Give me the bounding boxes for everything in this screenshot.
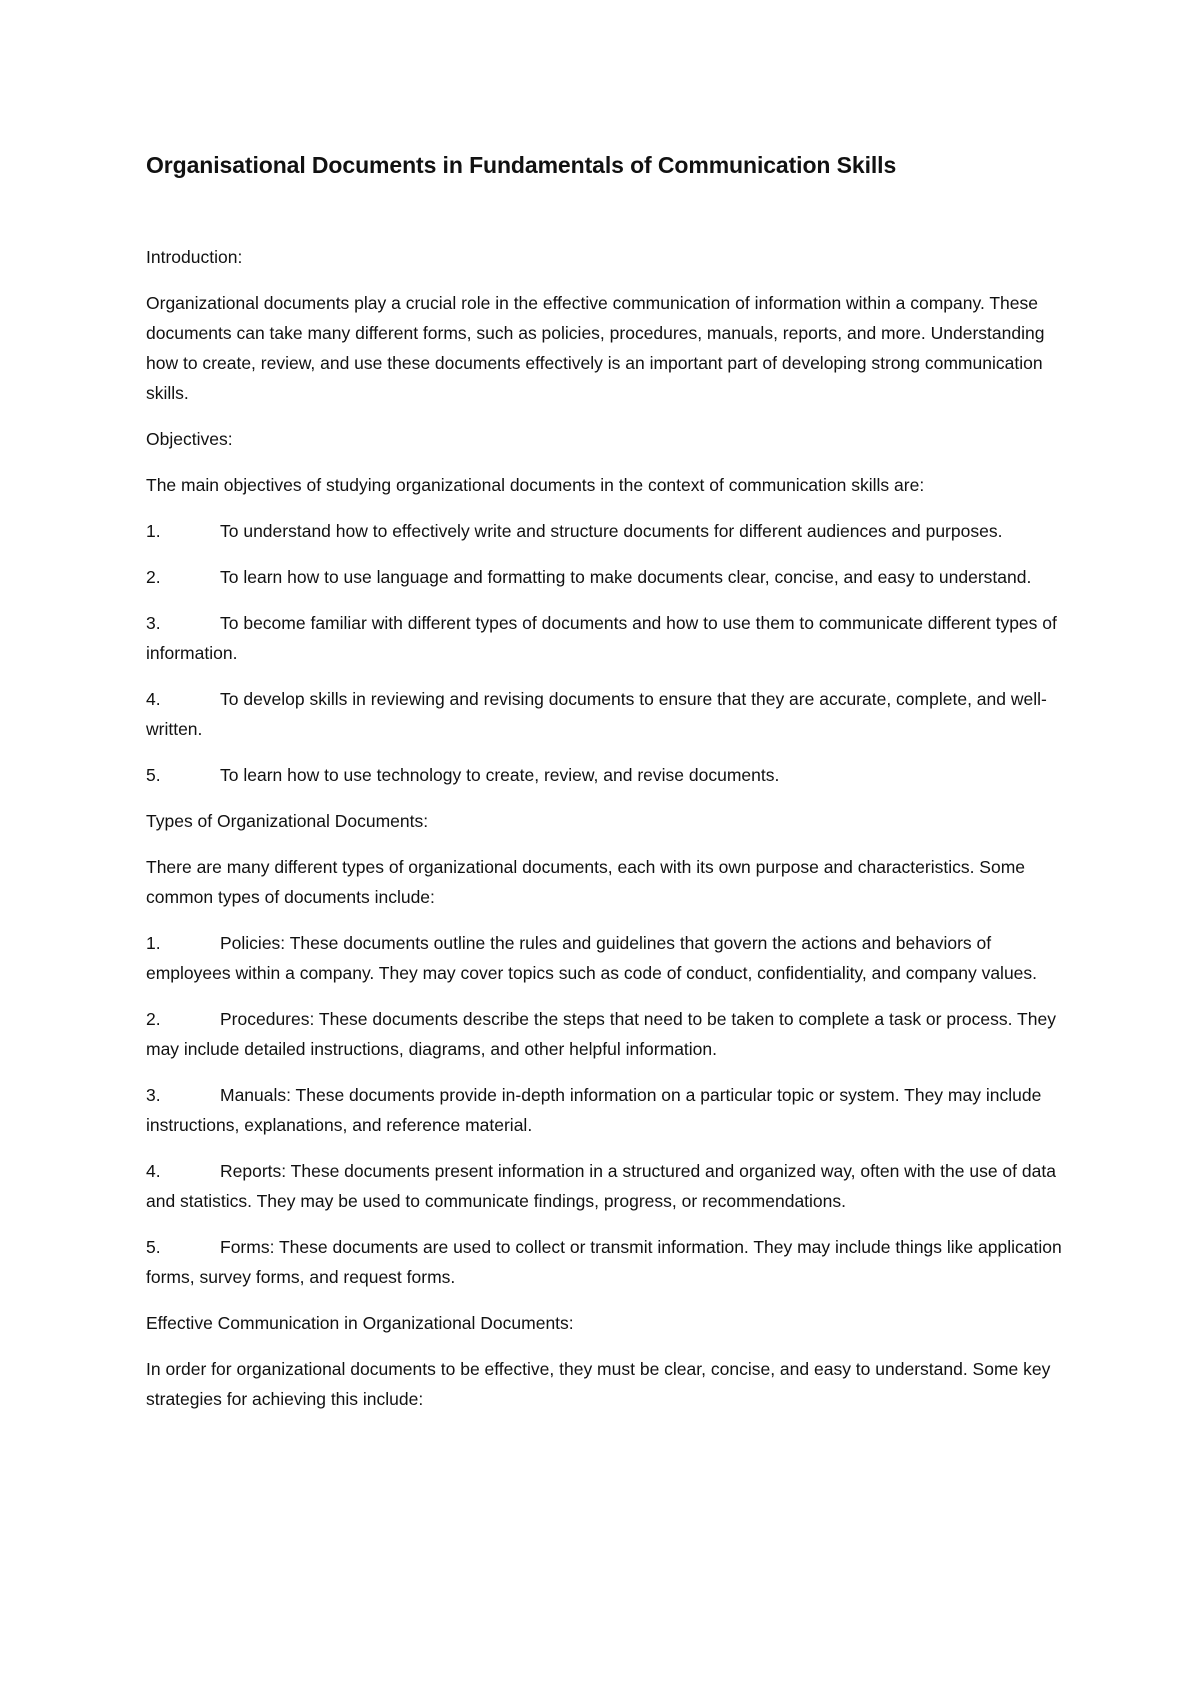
type-item [146,1156,1066,1216]
type-text: Manuals: These documents provide in-depth information on a particular topic or system. They may include instructions, explanations, and reference material. [146,1085,1042,1135]
type-item [146,928,1066,988]
objective-item [146,608,1066,668]
objective-text: To become familiar with different types of documents and how to use them to communicate different types of information. [146,613,1057,663]
type-number: 5. [146,1237,161,1257]
objective-item [146,684,1066,744]
objectives-lead: The main objectives of studying organizational documents in the context of communication skills are: [146,475,925,495]
objective-number: 3. [146,613,161,633]
objective-item [146,516,1066,546]
type-number: 2. [146,1009,161,1029]
type-number: 4. [146,1161,161,1181]
type-number: 3. [146,1085,161,1105]
objectives-heading: Objectives: [146,429,233,449]
objective-text: To understand how to effectively write and structure documents for different audiences and purposes. [220,521,1003,541]
type-number: 1. [146,933,161,953]
effective-lead: In order for organizational documents to be effective, they must be clear, concise, and easy to understand. Some key strategies for achieving this include: [146,1359,1051,1409]
types-heading: Types of Organizational Documents: [146,811,429,831]
type-text: Forms: These documents are used to collect or transmit information. They may include things like application forms, survey forms, and request forms. [146,1237,1062,1287]
type-text: Policies: These documents outline the rules and guidelines that govern the actions and behaviors of employees within a company. They may cover topics such as code of conduct, confidentiality, and company values. [146,933,1038,983]
objective-item [146,760,1066,790]
type-text: Procedures: These documents describe the steps that need to be taken to complete a task or process. They may include detailed instructions, diagrams, and other helpful information. [146,1009,1056,1059]
type-item [146,1232,1066,1292]
objective-number: 2. [146,567,161,587]
objective-text: To learn how to use language and formatting to make documents clear, concise, and easy to understand. [220,567,1032,587]
objective-number: 5. [146,765,161,785]
types-lead: There are many different types of organizational documents, each with its own purpose and characteristics. Some common types of documents include: [146,857,1026,907]
type-item [146,1080,1066,1140]
document-title: Organisational Documents in Fundamentals of Communication Skills [146,152,897,178]
type-text: Reports: These documents present information in a structured and organized way, often with the use of data and statistics. They may be used to communicate findings, progress, or recommendations. [146,1161,1056,1211]
document-body [146,242,1066,1414]
objective-number: 4. [146,689,161,709]
objective-text: To learn how to use technology to create, review, and revise documents. [220,765,780,785]
introduction-heading: Introduction: [146,247,243,267]
objective-text: To develop skills in reviewing and revising documents to ensure that they are accurate, complete, and well-written. [146,689,1047,739]
objective-number: 1. [146,521,161,541]
objective-item [146,562,1066,592]
introduction-paragraph: Organizational documents play a crucial role in the effective communication of information within a company. These documents can take many different forms, such as policies, procedures, manuals, reports, and more. Understanding how to create, review, and use these documents effectively is an important part of developing strong communication skills. [146,293,1045,403]
type-item [146,1004,1066,1064]
effective-heading: Effective Communication in Organizational Documents: [146,1313,574,1333]
